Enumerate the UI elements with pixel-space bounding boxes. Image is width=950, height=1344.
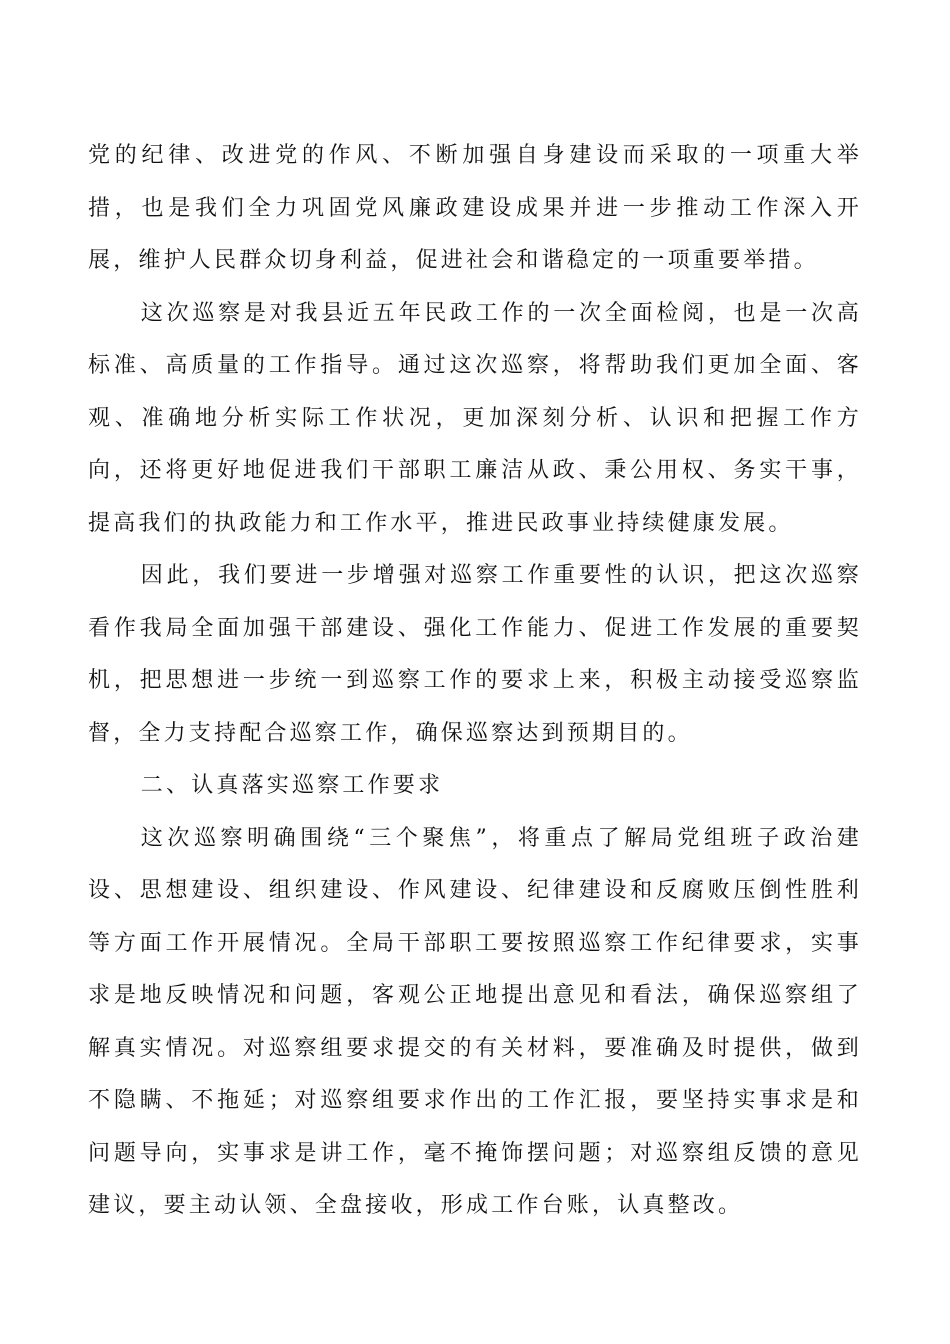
body-paragraph-1: 党的纪律、改进党的作风、不断加强自身建设而采取的一项重大举措，也是我们全力巩固党风廉政建设成果并进一步推动工作深入开展，维护人民群众切身利益，促进社会和谐稳定的一项重要举措。: [88, 143, 862, 273]
body-paragraph-4: 这次巡察明确围绕“三个聚焦”，将重点了解局党组班子政治建设、思想建设、组织建设、作风建设、纪律建设和反腐败压倒性胜利等方面工作开展情况。全局干部职工要按照巡察工作纪律要求，实事求是地反映情况和问题，客观公正地提出意见和看法，确保巡察组了解真实情况。对巡察组要求提交的有关材料，要准确及时提供，做到不隐瞒、不拖延；对巡察组要求作出的工作汇报，要坚持实事求是和问题导向，实事求是讲工作，毫不掩饰摆问题；对巡察组反馈的意见建议，要主动认领、全盘接收，形成工作台账，认真整改。: [88, 825, 862, 1218]
body-paragraph-2: 这次巡察是对我县近五年民政工作的一次全面检阅，也是一次高标准、高质量的工作指导。通过这次巡察，将帮助我们更加全面、客观、准确地分析实际工作状况，更加深刻分析、认识和把握工作方向，还将更好地促进我们干部职工廉洁从政、秉公用权、务实干事，提高我们的执政能力和工作水平，推进民政事业持续健康发展。: [88, 300, 862, 536]
section-heading: 二、认真落实巡察工作要求: [140, 773, 444, 798]
document-page: [88, 130, 862, 1233]
body-paragraph-3: 因此，我们要进一步增强对巡察工作重要性的认识，把这次巡察看作我局全面加强干部建设、强化工作能力、促进工作发展的重要契机，把思想进一步统一到巡察工作的要求上来，积极主动接受巡察监督，全力支持配合巡察工作，确保巡察达到预期目的。: [88, 563, 862, 746]
